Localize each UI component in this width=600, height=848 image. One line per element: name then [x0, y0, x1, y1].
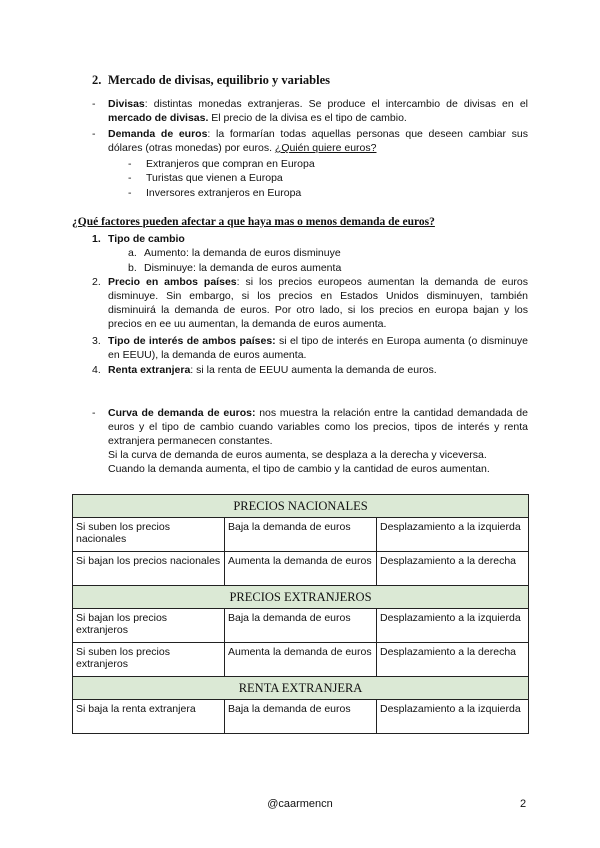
table-row: Si bajan los precios extranjeros Baja la demanda de euros Desplazamiento a la izquierda: [73, 609, 529, 643]
section-heading: 2. Mercado de divisas, equilibrio y variables: [92, 73, 330, 87]
table-row: Si baja la renta extranjera Baja la demanda de euros Desplazamiento a la izquierda: [73, 700, 529, 734]
bullet-divisas: - Divisas: distintas monedas extranjeras. Se produce el intercambio de divisas en el mercado de divisas. El precio de la divisa es el tipo de cambio.: [92, 98, 528, 124]
factor-1-a: a. Aumento: la demanda de euros disminuye: [128, 247, 341, 259]
factor-2: 2. Precio en ambos países: si los precios europeos aumentan la demanda de euros disminuye. Sin embargo, si los precios en Estados Unidos disminuyen, también disminuirá la demanda de euros. Por otro lado, si los precios en europa bajan y los precios en ee uu aumentan, la demanda de euros aumenta.: [92, 276, 528, 330]
factor-3: 3. Tipo de interés de ambos países: si el tipo de interés en Europa aumenta (o disminuye en EEUU), la demanda de euros aumenta.: [92, 335, 529, 361]
table-section-header: PRECIOS EXTRANJEROS: [73, 586, 529, 609]
table-section-header: RENTA EXTRANJERA: [73, 677, 529, 700]
table-row: Si suben los precios extranjeros Aumenta la demanda de euros Desplazamiento a la derecha: [73, 643, 529, 677]
factor-4: 4. Renta extranjera: si la renta de EEUU aumenta la demanda de euros.: [92, 364, 437, 376]
factor-1-b: b. Disminuye: la demanda de euros aumenta: [128, 262, 342, 274]
factor-1: 1. Tipo de cambio: [92, 233, 185, 245]
table-row: Si bajan los precios nacionales Aumenta la demanda de euros Desplazamiento a la derecha: [73, 552, 529, 586]
table-row: Si suben los precios nacionales Baja la demanda de euros Desplazamiento a la izquierda: [73, 518, 529, 552]
footer-author: @caarmencn: [267, 798, 333, 810]
question-heading: ¿Qué factores pueden afectar a que haya mas o menos demanda de euros?: [72, 216, 435, 228]
effects-table: [72, 494, 529, 734]
sub-item: - Extranjeros que compran en Europa: [128, 158, 315, 170]
bullet-curva-demanda: - Curva de demanda de euros: nos muestra la relación entre la cantidad demandada de euros y el tipo de cambio cuando variables como los precios, tipos de interés y renta extranjera permanecen constantes. Si la curva de demanda de euros aumenta, se desplaza a la derecha y viceversa. Cuando la demanda aumenta, el tipo de cambio y la cantidad de euros aumentan.: [92, 407, 528, 475]
sub-item: - Inversores extranjeros en Europa: [128, 187, 302, 199]
page-number: 2: [520, 798, 527, 810]
sub-item: - Turistas que vienen a Europa: [128, 172, 283, 184]
quien-quiere-euros-link: ¿Quién quiere euros?: [274, 142, 377, 154]
bullet-demanda-euros: - Demanda de euros: la formarían todas aquellas personas que deseen cambiar sus dólares (otras monedas) por euros. ¿Quién quiere euros?: [92, 128, 528, 154]
table-section-header: PRECIOS NACIONALES: [73, 495, 529, 518]
